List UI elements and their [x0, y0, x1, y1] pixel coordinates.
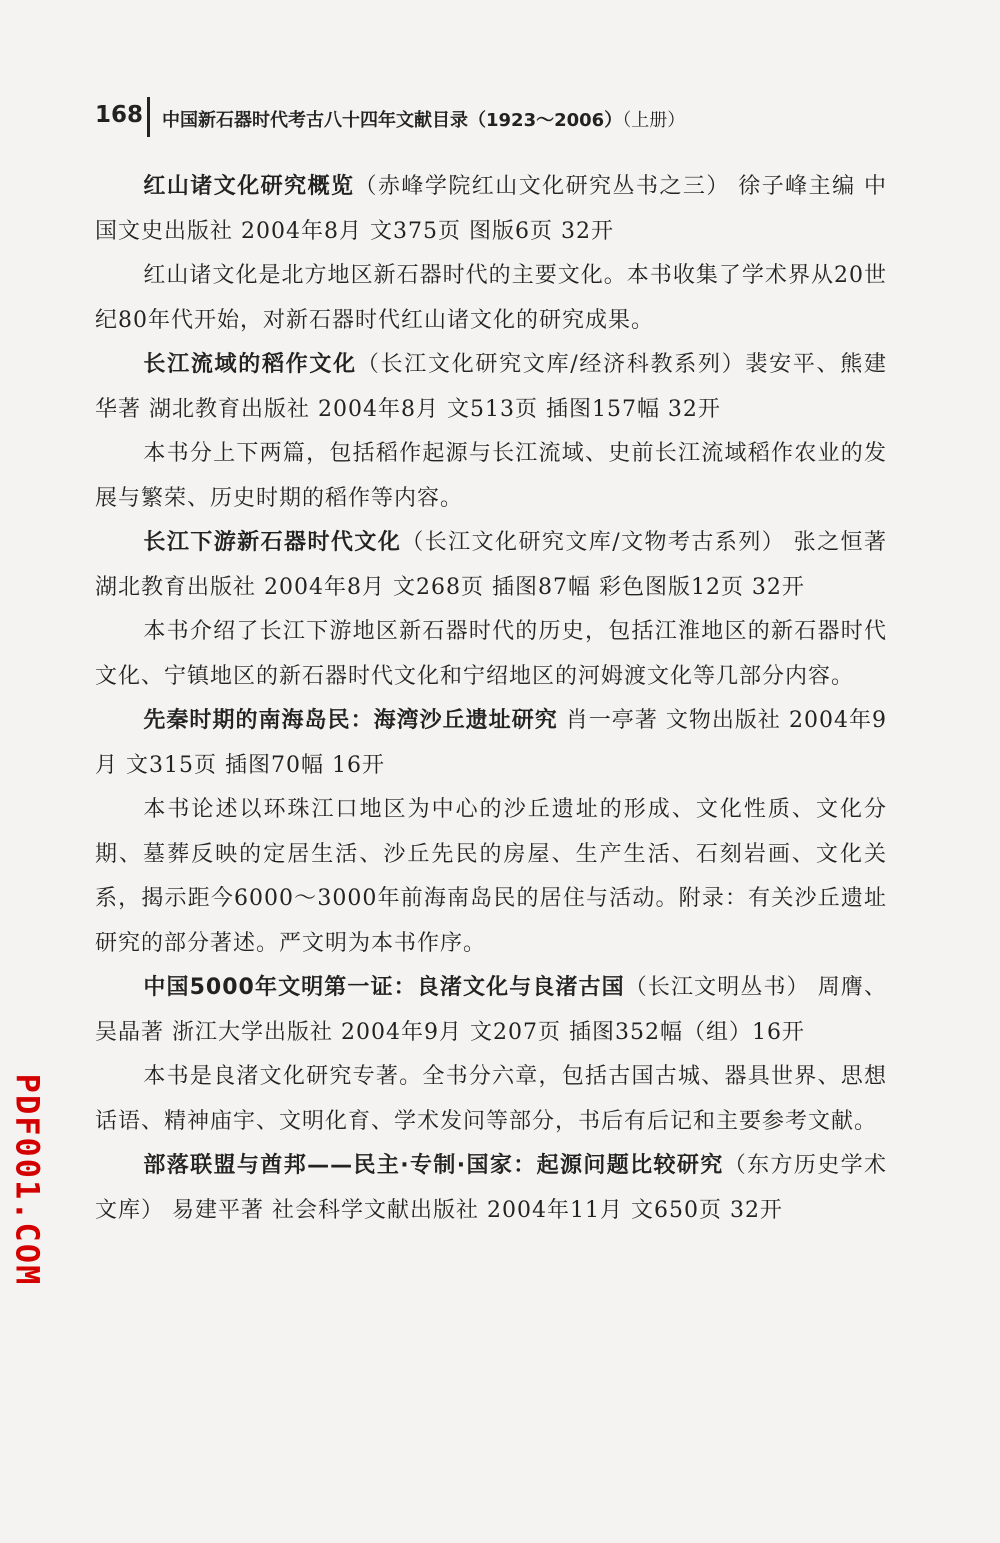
page-header — [95, 97, 915, 141]
page-body — [95, 165, 887, 1233]
entry-heading — [95, 521, 887, 610]
page-number: 168 — [95, 102, 144, 128]
running-title — [162, 106, 685, 132]
entry-summary: 红山诸文化是北方地区新石器时代的主要文化。本书收集了学术界从20世纪80年代开始，对新石器时代红山诸文化的研究成果。 — [95, 263, 887, 333]
entry-meta: （长江文化研究文库/经济科教系列）裴安平、熊建华著 湖北教育出版社 2004年8月 文513页 插图157幅 32开 — [95, 352, 887, 422]
entry-heading — [95, 699, 887, 788]
entry-heading — [95, 966, 887, 1055]
entry-meta: 肖一亭著 文物出版社 2004年9月 文315页 插图70幅 16开 — [95, 708, 887, 778]
entry-title: 中国5000年文明第一证：良渚文化与良渚古国 — [143, 975, 625, 1000]
entry-title: 长江流域的稻作文化 — [143, 352, 357, 377]
entry-heading — [95, 343, 887, 432]
entry-summary: 本书论述以环珠江口地区为中心的沙丘遗址的形成、文化性质、文化分期、墓葬反映的定居生活、沙丘先民的房屋、生产生活、石刻岩画、文化关系，揭示距今6000～3000年前海南岛民的居住与活动。附录：有关沙丘遗址研究的部分著述。严文明为本书作序。 — [95, 797, 887, 956]
volume-label: （上册） — [622, 110, 686, 131]
entry-title: 部落联盟与酋邦——民主·专制·国家：起源问题比较研究 — [143, 1153, 724, 1178]
entry-meta: （长江文化研究文库/文物考古系列） 张之恒著 湖北教育出版社 2004年8月 文268页 插图87幅 彩色图版12页 32开 — [95, 530, 887, 600]
header-divider — [147, 97, 150, 137]
entry-title: 长江下游新石器时代文化 — [143, 530, 402, 555]
entry-meta: （赤峰学院红山文化研究丛书之三） 徐子峰主编 中国文史出版社 2004年8月 文375页 图版6页 32开 — [95, 174, 887, 244]
entry-meta: （东方历史学术文库） 易建平著 社会科学文献出版社 2004年11月 文650页 32开 — [95, 1153, 887, 1223]
watermark-text: PDF001.COM — [8, 1073, 46, 1287]
entry-summary: 本书分上下两篇，包括稻作起源与长江流域、史前长江流域稻作农业的发展与繁荣、历史时期的稻作等内容。 — [95, 441, 887, 511]
watermark-logo — [2, 1073, 52, 1287]
entry-summary: 本书是良渚文化研究专著。全书分六章，包括古国古城、器具世界、思想话语、精神庙宇、文明化育、学术发问等部分，书后有后记和主要参考文献。 — [95, 1064, 887, 1134]
entry-heading — [95, 165, 887, 254]
entry-title: 红山诸文化研究概览 — [143, 174, 355, 199]
book-title: 中国新石器时代考古八十四年文献目录（1923～2006） — [162, 110, 623, 131]
entry-heading — [95, 1144, 887, 1233]
entry-meta: （长江文明丛书） 周膺、吴晶著 浙江大学出版社 2004年9月 文207页 插图352幅（组）16开 — [95, 975, 887, 1045]
entry-title: 先秦时期的南海岛民：海湾沙丘遗址研究 — [143, 708, 558, 733]
entry-summary: 本书介绍了长江下游地区新石器时代的历史，包括江淮地区的新石器时代文化、宁镇地区的新石器时代文化和宁绍地区的河姆渡文化等几部分内容。 — [95, 619, 887, 689]
